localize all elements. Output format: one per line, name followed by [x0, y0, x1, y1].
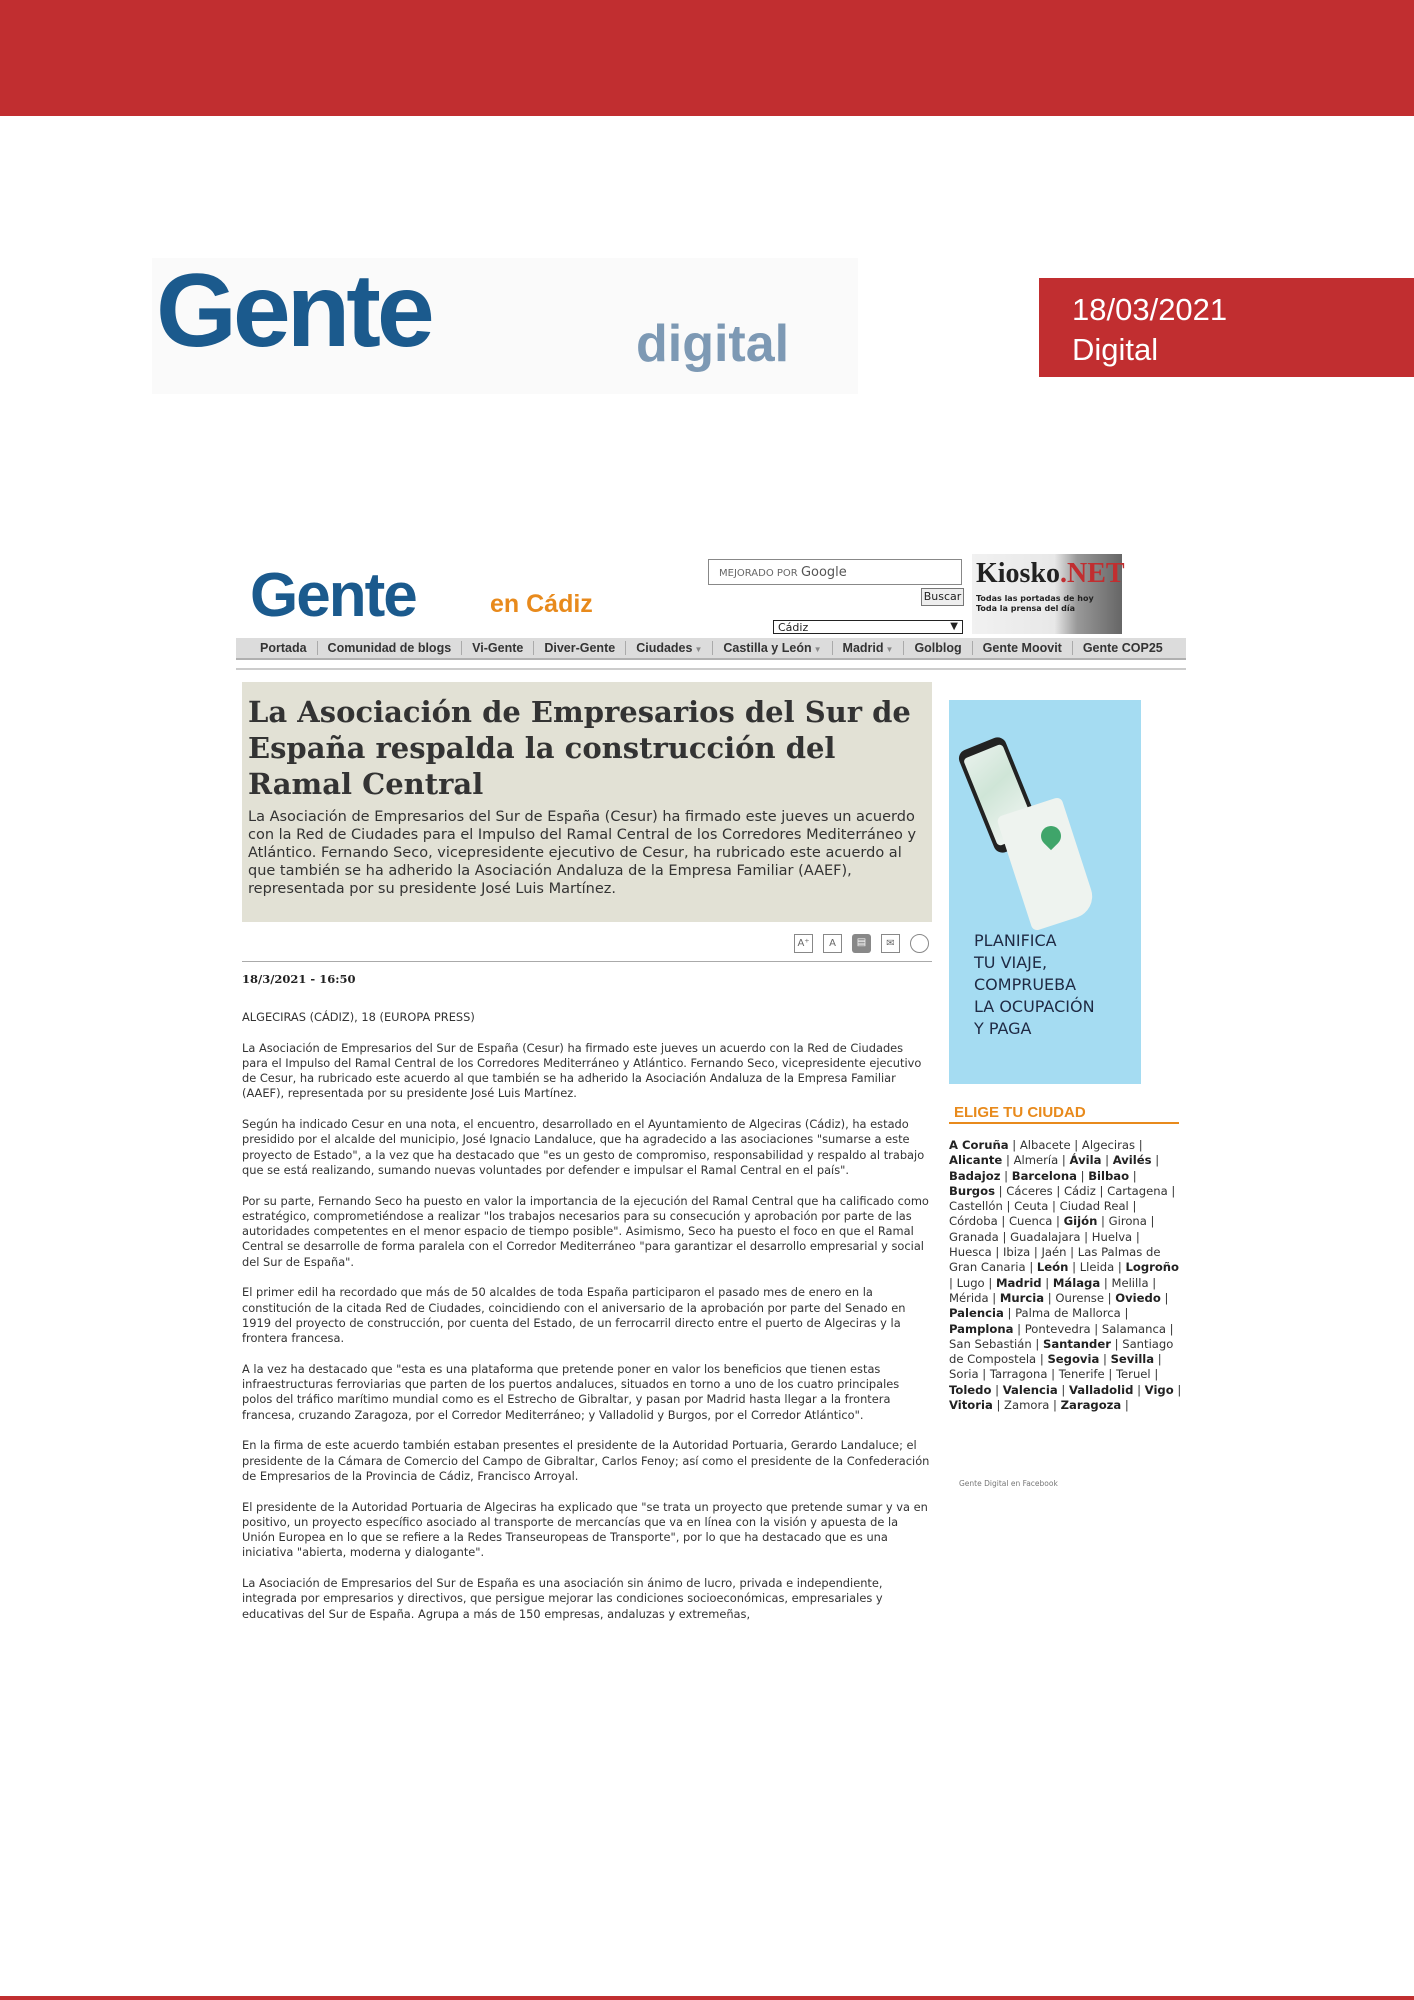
city-link[interactable]: Guadalajara	[1010, 1229, 1081, 1244]
city-link[interactable]: Oviedo	[1115, 1290, 1161, 1305]
city-link[interactable]: Burgos	[949, 1183, 995, 1198]
kiosko-title-b: .NET	[1060, 558, 1125, 589]
city-link[interactable]: San Sebastián	[949, 1336, 1032, 1351]
chevron-down-icon: ▼	[950, 621, 958, 632]
city-link[interactable]: Granada	[949, 1229, 999, 1244]
city-link[interactable]: Albacete	[1019, 1138, 1071, 1152]
city-link[interactable]: León	[1036, 1260, 1069, 1275]
article-paragraph: La Asociación de Empresarios del Sur de España (Cesur) ha firmado este jueves un acuerdo con la Red de Ciudades para el Impulso del Ramal Central de los Corredores Mediterráneo y Atlántico. Fernando Seco, vicepresidente ejecutivo de Cesur, ha rubricado este acuerdo al que también se ha adherido la Asociación Andaluza de la Empresa Familiar (AAEF), representada por su presidente José Luis Martínez.	[242, 1040, 922, 1101]
nav-label: Vi-Gente	[472, 641, 524, 655]
moovit-ad[interactable]	[949, 700, 1141, 1084]
article-dateline: 18/3/2021 - 16:50	[242, 972, 356, 986]
nav-label: Gente COP25	[1082, 641, 1163, 655]
kiosko-tagline-b: Toda la prensa del día	[976, 604, 1076, 613]
city-link[interactable]: Córdoba	[949, 1214, 998, 1229]
map-icon	[996, 796, 1098, 931]
city-link[interactable]: Girona	[1108, 1214, 1147, 1229]
city-link[interactable]: Teruel	[1115, 1367, 1151, 1382]
ad-line: PLANIFICA	[974, 931, 1057, 950]
city-link[interactable]: Tenerife	[1058, 1367, 1105, 1382]
kiosko-title-a: Kiosko	[976, 558, 1061, 589]
city-link[interactable]: Segovia	[1047, 1352, 1100, 1367]
city-link[interactable]: Soria	[949, 1367, 979, 1382]
top-banner	[0, 0, 1414, 116]
city-link[interactable]: Murcia	[999, 1290, 1045, 1305]
nav-item-moovit[interactable]	[973, 641, 1073, 655]
city-link[interactable]: Cádiz	[1063, 1183, 1096, 1198]
ad-line: Y PAGA	[974, 1019, 1032, 1038]
city-link[interactable]: Lugo	[956, 1275, 985, 1290]
nav-label: Madrid	[842, 641, 884, 655]
nav-item-golblog[interactable]	[904, 641, 972, 655]
article-paragraph: En la firma de este acuerdo también estaban presentes el presidente de la Autoridad Portuaria, Gerardo Landaluce; el presidente de la Cámara de Comercio del Campo de Gibraltar, Carlos Fenoy; así como el presidente de la Confederación de Empresarios de la Provincia de Cádiz, Francisco Arroyal.	[242, 1438, 930, 1483]
nav-item-cop25[interactable]	[1073, 641, 1173, 655]
email-icon[interactable]: ✉	[881, 934, 900, 953]
divider	[242, 961, 932, 962]
nav-label: Diver-Gente	[544, 641, 616, 655]
nav-item-ciudades[interactable]	[626, 641, 713, 655]
article-paragraph: La Asociación de Empresarios del Sur de España es una asociación sin ánimo de lucro, privada e independiente, integrada por empresarios y directivos, que persigue mejorar las condiciones socioeconómicas, empresariales y educativas del Sur de España. Agrupa a más de 150 empresas, andaluzas y extremeñas,	[242, 1575, 883, 1621]
city-link[interactable]: Barcelona	[1011, 1168, 1077, 1183]
city-link[interactable]: Cartagena	[1107, 1183, 1168, 1198]
comment-icon[interactable]	[910, 934, 929, 953]
city-link[interactable]: Málaga	[1052, 1275, 1101, 1290]
city-link[interactable]: Badajoz	[949, 1168, 1001, 1183]
site-section-name: en Cádiz	[490, 590, 593, 618]
city-link[interactable]: Logroño	[1125, 1260, 1180, 1275]
city-link[interactable]: Zaragoza	[1060, 1398, 1122, 1413]
caret-down-icon: ▼	[694, 645, 703, 654]
city-link[interactable]: A Coruña	[949, 1138, 1009, 1152]
city-link[interactable]: Ibiza	[1003, 1245, 1031, 1260]
city-link[interactable]: Vitoria	[949, 1398, 993, 1413]
city-link[interactable]: Santiago de Compostela	[949, 1336, 1174, 1367]
bottom-rule	[0, 1996, 1414, 2000]
nav-label: Golblog	[914, 641, 962, 655]
city-link[interactable]: Lleida	[1079, 1260, 1115, 1275]
article-paragraph: A la vez ha destacado que "esta es una plataforma que pretende poner en valor los beneficios que tienen estas infraestructuras ferroviarias que parten de los puertos andaluces, situados en torno a uno de los cuatro principales polos del tráfico marítimo mundial como es el Estrecho de Gibraltar, y pasan por Madrid hasta llegar a la frontera francesa, cruzando Zaragoza, por el Corredor Mediterráneo; y Valladolid y Burgos, por el Corredor Atlántico".	[242, 1361, 900, 1422]
city-link[interactable]: Algeciras	[1081, 1138, 1136, 1152]
kiosko-tagline	[976, 594, 1094, 614]
divider	[236, 668, 1186, 670]
city-link[interactable]: Castellón	[949, 1199, 1003, 1214]
kiosko-tagline-a: Todas las portadas de hoy	[976, 594, 1094, 603]
site-logo[interactable]: Gente	[250, 561, 416, 630]
city-link[interactable]: Las Palmas de Gran Canaria	[949, 1245, 1161, 1275]
nav-item-castilla-leon[interactable]	[713, 641, 832, 655]
search-input[interactable]	[708, 559, 962, 585]
font-increase-icon[interactable]: A⁺	[794, 934, 813, 953]
city-link[interactable]: Ciudad Real	[1059, 1199, 1129, 1214]
city-select[interactable]	[773, 620, 963, 634]
kiosko-banner[interactable]	[972, 554, 1125, 634]
article-paragraph: El presidente de la Autoridad Portuaria de Algeciras ha explicado que "se trata un proyecto que pretende sumar y va en positivo, un proyecto específico asociado al transporte de mercancías que va en línea con la visión y apuesta de la Unión Europea en lo que se refiere a la Redes Transeuropeas de Transporte", por lo que ha destacado que es una iniciativa "abierta, moderna y dialogante".	[242, 1499, 928, 1560]
city-link[interactable]: Valladolid	[1068, 1382, 1134, 1397]
nav-item-portada[interactable]	[250, 641, 318, 655]
divider	[949, 1122, 1179, 1124]
publication-logo-main: Gente	[156, 253, 431, 369]
article-paragraph: Por su parte, Fernando Seco ha puesto en valor la importancia de la ejecución del Ramal Central que ha calificado como estratégico, comprometiéndose a realizar "los trabajos necesarios para su consecución y aprobación por parte de las autoridades competentes en el menor espacio de tiempo posible". Asimismo, Seco ha puesto el foco en que el Ramal Central se desarrolle de forma paralela con el Corredor Mediterráneo "para garantizar el desarrollo empresarial y social del Sur de España".	[242, 1193, 929, 1269]
nav-label: Comunidad de blogs	[327, 641, 452, 655]
search-label-prefix: MEJORADO POR	[719, 568, 798, 579]
city-link[interactable]: Gijón	[1063, 1214, 1098, 1229]
city-list: A Coruña | Albacete | Algeciras | Alicante | Almería | Ávila | Avilés | Badajoz | Barcelona | Bilbao | Burgos | Cáceres | Cádiz | Cartagena | Castellón | Ceuta | Ciudad Real | Córdoba | Cuenca | Gijón | Girona | Granada | Guadalajara | Huelva | Huesca | Ibiza | Jaén | Las Palmas de Gran Canaria | León | Lleida | Logroño | Lugo | Madrid | Málaga | Melilla | Mérida | Murcia | Ourense | Oviedo | Palencia | Palma de Mallorca | Pamplona | Pontevedra | Salamanca | San Sebastián | Santander | Santiago de Compostela | Segovia | Sevilla | Soria | Tarragona | Tenerife | Teruel | Toledo | Valencia | Valladolid | Vigo | Vitoria | Zamora | Zaragoza |	[949, 1138, 1182, 1413]
city-link[interactable]: Zamora	[1004, 1398, 1050, 1413]
webpage-screenshot	[236, 552, 1186, 1656]
city-link[interactable]: Salamanca	[1101, 1321, 1166, 1336]
article-paragraph: El primer edil ha recordado que más de 50 alcaldes de toda España participaron el pasado mes de enero en la constitución de la citada Red de Ciudades, coincidiendo con el aniversario de la aprobación por parte del Senado en 1919 del proyecto de construcción, por cuenta del Estado, de un ferrocarril directo entre el puerto de Algeciras y la frontera francesa.	[242, 1285, 906, 1346]
city-link[interactable]: Santander	[1043, 1336, 1111, 1351]
clip-type: Digital	[1072, 332, 1159, 367]
city-link[interactable]: Mérida	[949, 1290, 989, 1305]
nav-item-madrid[interactable]	[833, 641, 905, 655]
google-brand: Google	[800, 565, 847, 580]
publication-logo-sub: digital	[636, 315, 790, 373]
city-link[interactable]: Pontevedra	[1024, 1321, 1091, 1336]
article-paragraph: ALGECIRAS (CÁDIZ), 18 (EUROPA PRESS)	[242, 1010, 475, 1024]
city-link[interactable]: Almería	[1013, 1153, 1059, 1168]
city-link[interactable]: Pamplona	[949, 1321, 1014, 1336]
city-link[interactable]: Tarragona	[989, 1367, 1048, 1382]
city-link[interactable]: Palencia	[949, 1306, 1004, 1321]
font-decrease-icon[interactable]: A	[823, 934, 842, 953]
city-link[interactable]: Huelva	[1091, 1229, 1133, 1244]
city-link[interactable]: Cáceres	[1006, 1183, 1053, 1198]
facebook-link[interactable]: Gente Digital en Facebook	[959, 1479, 1058, 1488]
city-link[interactable]: Madrid	[995, 1275, 1042, 1290]
city-link[interactable]: Jaén	[1041, 1245, 1067, 1260]
article-body	[242, 1010, 932, 1637]
nav-item-diver-gente[interactable]	[534, 641, 626, 655]
kiosko-title	[976, 558, 1125, 590]
nav-label: Castilla y León	[723, 641, 812, 655]
article-headline: La Asociación de Empresarios del Sur de España respalda la construcción del Ramal Central	[248, 695, 911, 801]
city-link[interactable]: Bilbao	[1088, 1168, 1130, 1183]
city-link[interactable]: Ourense	[1055, 1290, 1104, 1305]
city-link[interactable]: Sevilla	[1110, 1352, 1155, 1367]
city-link[interactable]: Ceuta	[1014, 1199, 1049, 1214]
city-link[interactable]: Palma de Mallorca	[1015, 1306, 1121, 1321]
city-link[interactable]: Cuenca	[1008, 1214, 1053, 1229]
clip-date-box	[1039, 278, 1414, 377]
nav-item-blogs[interactable]	[318, 641, 463, 655]
main-nav	[236, 638, 1186, 660]
nav-item-vi-gente[interactable]	[462, 641, 534, 655]
ad-line: COMPRUEBA	[974, 975, 1077, 994]
article-header	[242, 682, 932, 922]
city-link[interactable]: Melilla	[1111, 1275, 1149, 1290]
ad-line: TU VIAJE,	[974, 953, 1048, 972]
ad-line: LA OCUPACIÓN	[974, 997, 1095, 1016]
article-lead: La Asociación de Empresarios del Sur de España (Cesur) ha firmado este jueves un acuerdo con la Red de Ciudades para el Impulso del Ramal Central de los Corredores Mediterráneo y Atlántico. Fernando Seco, vicepresidente ejecutivo de Cesur, ha rubricado este acuerdo al que también se ha adherido la Asociación Andaluza de la Empresa Familiar (AAEF), representada por su presidente José Luis Martínez.	[248, 809, 917, 897]
caret-down-icon: ▼	[813, 645, 822, 654]
city-link[interactable]: Ávila	[1069, 1153, 1102, 1168]
city-link[interactable]: Vigo	[1144, 1382, 1174, 1397]
nav-label: Gente Moovit	[982, 641, 1062, 655]
city-list-title: ELIGE TU CIUDAD	[954, 1104, 1086, 1121]
nav-label: Portada	[260, 641, 307, 655]
clip-date: 18/03/2021	[1072, 292, 1228, 327]
article-tools	[794, 934, 929, 953]
article-paragraph: Según ha indicado Cesur en una nota, el encuentro, desarrollado en el Ayuntamiento de Algeciras (Cádiz), ha estado presidido por el alcalde del municipio, José Ignacio Landaluce, que ha agradecido a las asociaciones "sumarse a este proyecto de Estado", a la vez que ha destacado que "es un gesto de compromiso, responsabilidad y respaldo al trabajo que se está realizando, sumando nuevas voluntades por defender e impulsar el Ramal Central en el país".	[242, 1117, 925, 1177]
city-link[interactable]: Alicante	[949, 1153, 1003, 1168]
city-link[interactable]: Valencia	[1002, 1382, 1058, 1397]
city-link[interactable]: Huesca	[949, 1245, 992, 1260]
print-icon[interactable]: ▤	[852, 934, 871, 953]
ad-text	[974, 930, 1134, 1040]
caret-down-icon: ▼	[885, 645, 894, 654]
publication-logo	[152, 253, 858, 394]
search-button[interactable]: Buscar	[921, 588, 964, 606]
city-select-value: Cádiz	[778, 621, 809, 634]
city-link[interactable]: Toledo	[949, 1382, 992, 1397]
city-link[interactable]: Avilés	[1112, 1153, 1152, 1168]
nav-label: Ciudades	[636, 641, 693, 655]
